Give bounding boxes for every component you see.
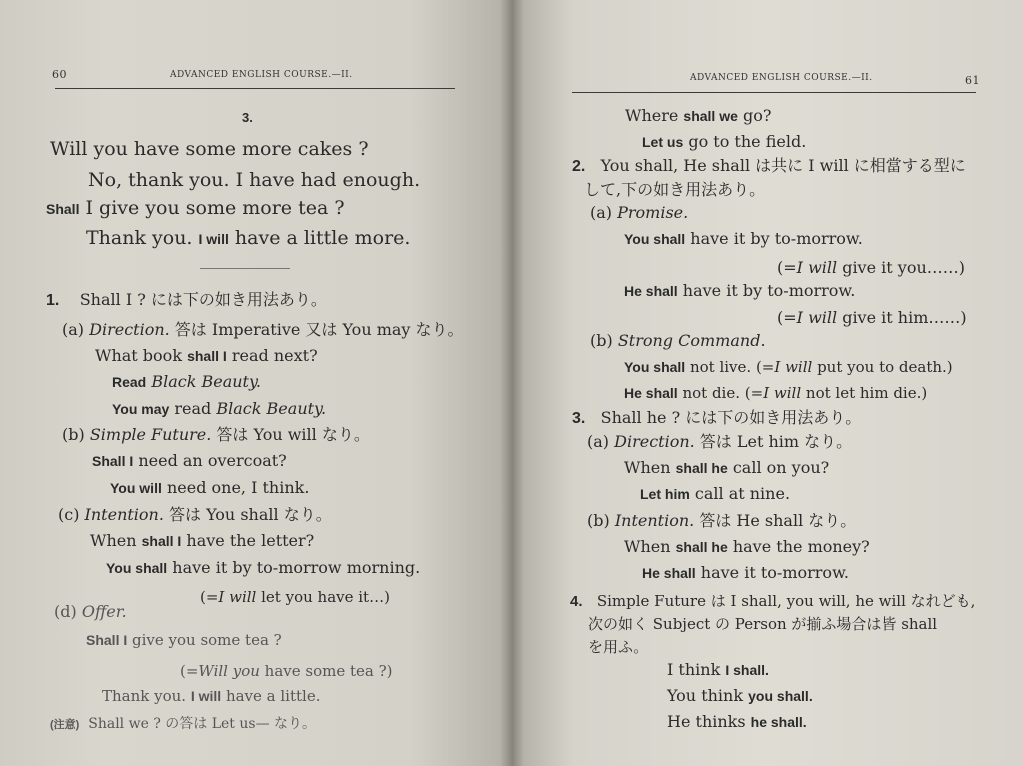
example-line: I think I shall. [667,660,769,679]
example-line: You will need one, I think. [110,478,310,497]
example-line: (=I will give it you……) [777,258,965,277]
example-line: He shall have it by to-morrow. [624,281,856,300]
example-line: When shall he have the money? [624,537,870,556]
example-line: You may read Black Beauty. [112,399,327,418]
item-heading: 4. Simple Future は I shall, you will, he will なれども, [570,592,976,610]
example-line: What book shall I read next? [95,346,318,365]
example-line: Thank you. I will have a little. [102,687,321,705]
header-rule-right [572,92,976,93]
book-gutter [500,0,524,766]
example-line: (=I will give it him……) [777,308,967,327]
item-heading: 1. Shall I ? には下の如き用法あり。 [46,290,327,309]
subitem-heading: (b) Intention. 答は He shall なり。 [587,511,857,530]
dialogue-line: Shall I give you some more tea ? [46,197,345,219]
subitem-heading: (b) Simple Future. 答は You will なり。 [62,425,370,444]
example-line: Read Black Beauty. [112,372,261,391]
running-head-left: ADVANCED ENGLISH COURSE.—II. [170,70,353,80]
subitem-heading: (a) Promise. [590,203,689,222]
example-line: (=I will let you have it…) [200,588,390,606]
item-heading-cont: 次の如く Subject の Person が揃ふ場合は皆 shall [588,615,938,633]
example-line: Shall I give you some tea ? [86,631,282,649]
page-number-right: 61 [965,74,980,87]
item-heading: 2. You shall, He shall は共に I will に相當する型に [572,156,966,175]
example-line: He shall have it to-morrow. [642,563,849,582]
item-heading-cont: して,下の如き用法あり。 [584,180,766,199]
subitem-heading: (b) Strong Command. [590,331,766,350]
example-line: (=Will you have some tea ?) [180,662,393,680]
example-line: Let him call at nine. [640,484,791,503]
dialogue-line: No, thank you. I have had enough. [88,169,421,191]
example-line: Where shall we go? [625,106,772,125]
example-line: When shall he call on you? [624,458,830,477]
example-line: He thinks he shall. [667,712,807,731]
example-line: You shall not live. (=I will put you to death.) [624,358,953,376]
example-line: When shall I have the letter? [90,531,315,550]
running-head-right: ADVANCED ENGLISH COURSE.—II. [690,73,873,83]
dialogue-line: Thank you. I will have a little more. [86,227,411,249]
example-line: He shall not die. (=I will not let him die.) [624,384,928,402]
header-rule-left [55,88,455,89]
example-line: You shall have it by to-morrow morning. [106,558,421,577]
page-number-left: 60 [52,68,67,81]
example-line: Shall I need an overcoat? [92,451,287,470]
subitem-heading: (c) Intention. 答は You shall なり。 [58,505,332,524]
item-heading: 3. Shall he ? には下の如き用法あり。 [572,408,862,427]
subitem-heading: (a) Direction. 答は Let him なり。 [587,432,853,451]
divider [200,268,290,269]
right-page [512,0,1023,766]
subitem-heading: (d) Offer. [54,602,127,621]
item-heading-cont: を用ふ。 [588,638,649,656]
note-line: (注意) Shall we ? の答は Let us— なり。 [50,716,317,732]
example-line: You think you shall. [667,686,813,705]
example-line: You shall have it by to-morrow. [624,229,863,248]
dialogue-line: Will you have some more cakes ? [50,138,369,160]
example-line: Let us go to the field. [642,132,807,151]
section-number: 3. [242,110,253,125]
subitem-heading: (a) Direction. 答は Imperative 又は You may なり。 [62,320,464,339]
